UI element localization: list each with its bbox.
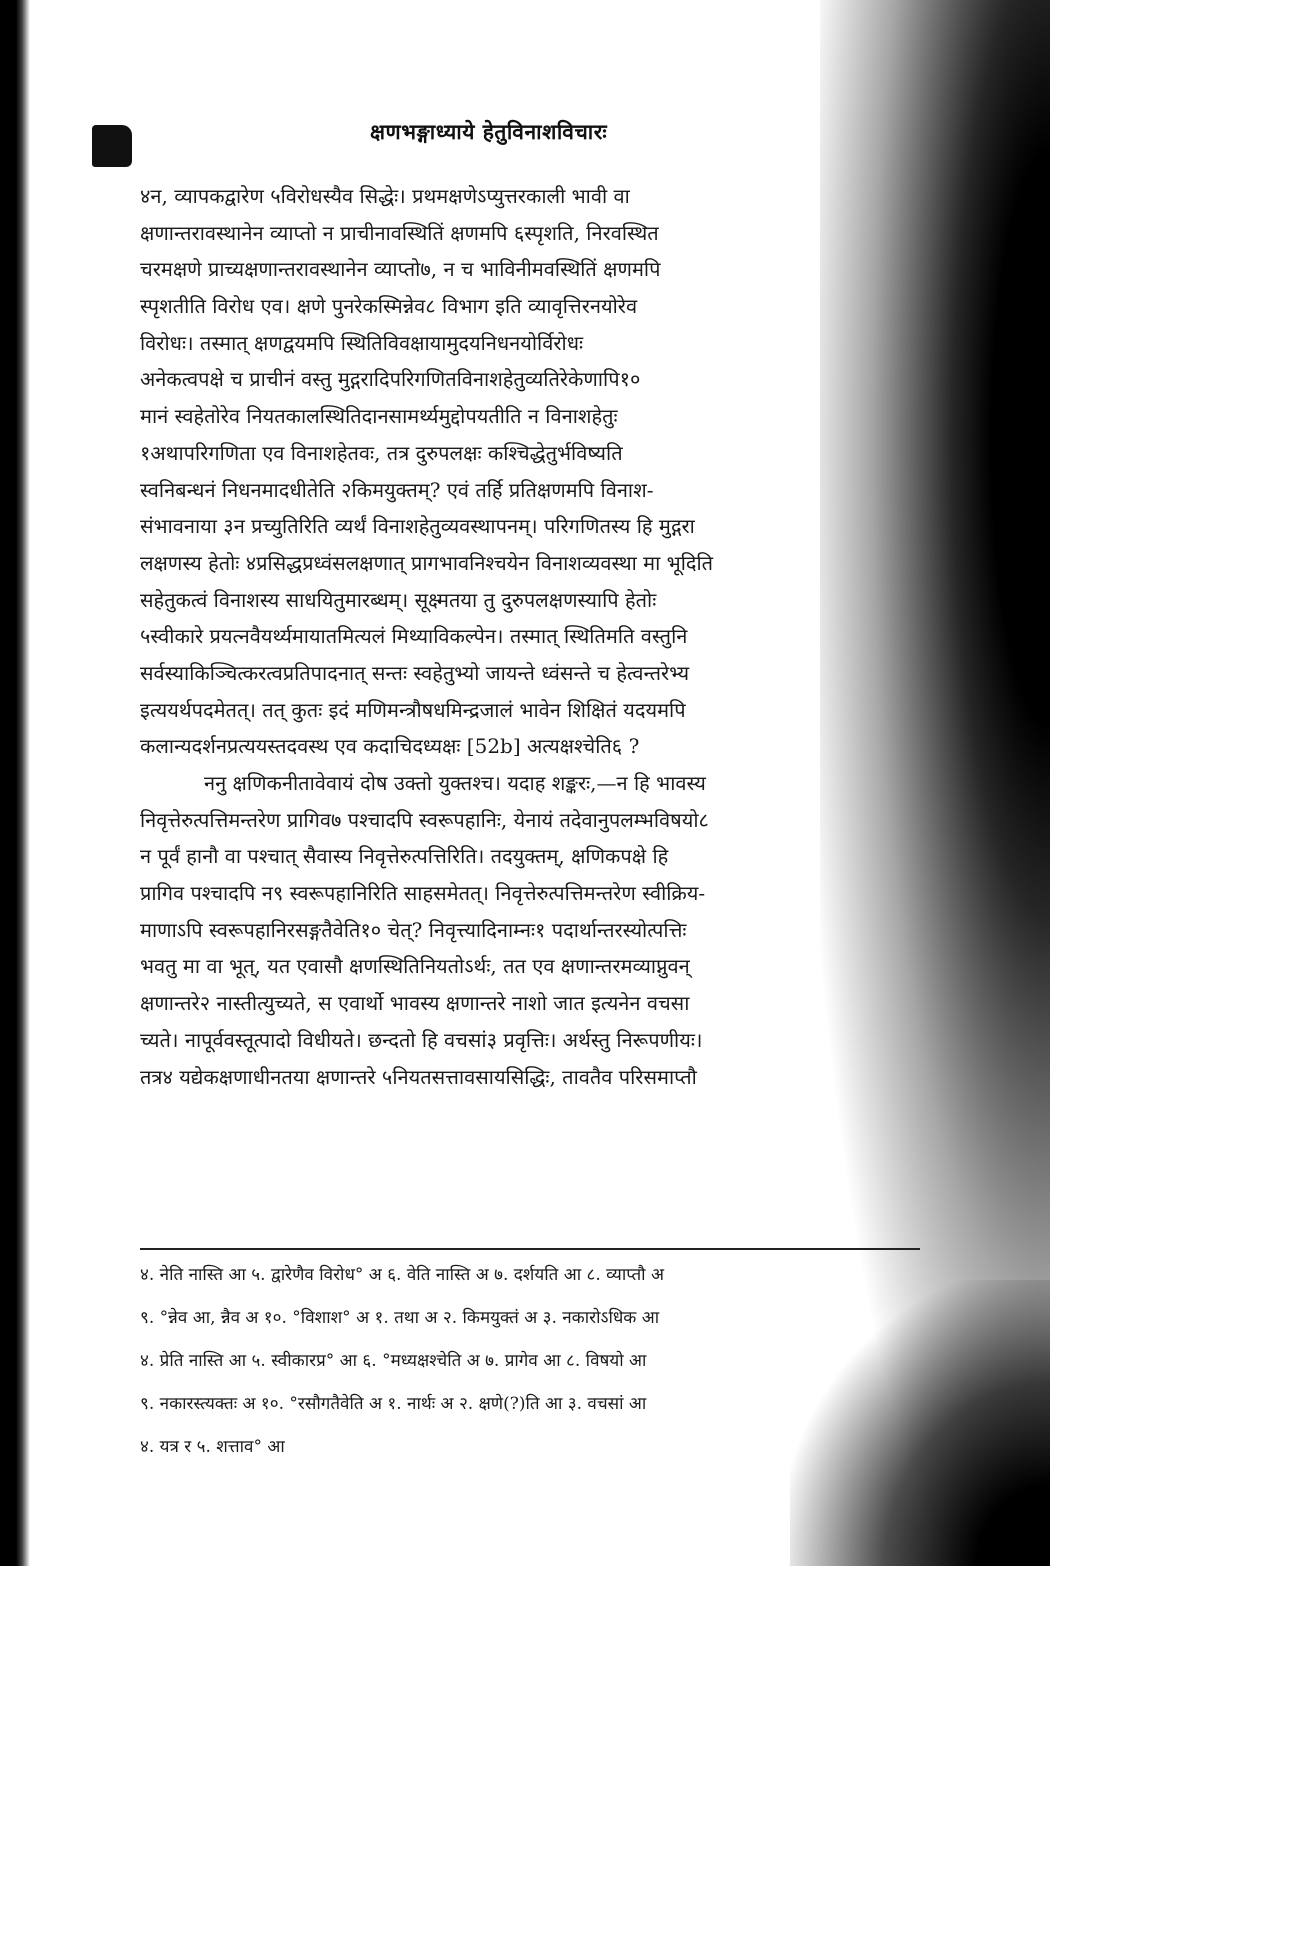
- text-line: अनेकत्वपक्षे च प्राचीनं वस्तु मुद्गरादिपरिगणितविनाशहेतुव्यतिरेकेणापि१०: [140, 367, 641, 392]
- text-line: मानं स्वहेतोरेव नियतकालस्थितिदानसामर्थ्यमुद्दोपयतीति न विनाशहेतुः: [140, 404, 618, 429]
- text-line: विरोधः। तस्मात् क्षणद्वयमपि स्थितिविवक्षायामुदयनिधनयोर्विरोधः: [140, 330, 584, 355]
- text-line: माणाऽपि स्वरूपहानिरसङ्गतैवेति१० चेत्? निवृत्त्यादिनाम्नः१ पदार्थान्तरस्योत्पत्तिः: [140, 917, 687, 942]
- footnotes: [140, 1248, 920, 1469]
- text-line: भवतु मा वा भूत्, यत एवासौ क्षणस्थितिनियतोऽर्थः, तत एव क्षणान्तरमव्याप्नुवन्: [140, 954, 690, 979]
- page-number-blot: [92, 125, 132, 167]
- text-line: ५स्वीकारे प्रयत्नवैयर्थ्यमायातमित्यलं मिथ्याविकल्पेन। तस्मात् स्थितिमति वस्तुनि: [140, 624, 688, 649]
- text-line: तत्र४ यद्येकक्षणाधीनतया क्षणान्तरे ५नियतसत्तावसायसिद्धिः, तावतैव परिसमाप्तौ: [140, 1064, 697, 1089]
- footnote-rule: [140, 1248, 920, 1250]
- footnote-line: ४. प्रेति नास्ति आ ५. स्वीकारप्र° आ ६. °मध्यक्षश्चेति अ ७. प्रागेव आ ८. विषयो आ: [140, 1351, 647, 1371]
- text-line: क्षणान्तरावस्थानेन व्याप्तो न प्राचीनावस्थितिं क्षणमपि ६स्पृशति, निरवस्थित: [140, 220, 659, 245]
- text-line: सहेतुकत्वं विनाशस्य साधयितुमारब्धम्। सूक्ष्मतया तु दुरुपलक्षणस्यापि हेतोः: [140, 587, 657, 612]
- text-line: सर्वस्याकिञ्चित्करत्वप्रतिपादनात् सन्तः स्वहेतुभ्यो जायन्ते ध्वंसन्ते च हेत्वन्तरेभ्य: [140, 660, 690, 685]
- text-line: इत्ययर्थपदमेतत्। तत् कुतः इदं मणिमन्त्रौषधमिन्द्रजालं भावेन शिक्षितं यदयमपि: [140, 697, 686, 722]
- paragraph-start-line: ननु क्षणिकनीतावेवायं दोष उक्तो युक्तश्च। यदाह शङ्करः,—न हि भावस्य: [204, 771, 706, 795]
- text-line: न पूर्वं हानौ वा पश्चात् सैवास्य निवृत्तेरुत्पत्तिरिति। तदयुक्तम्, क्षणिकपक्षे हि: [140, 844, 669, 869]
- footnote-line: ९. नकारस्त्यक्तः अ १०. °रसौगतैवेति अ १. नार्थः अ २. क्षणे(?)ति आ ३. वचसां आ: [140, 1394, 647, 1414]
- text-line: स्पृशतीति विरोध एव। क्षणे पुनरेकस्मिन्नेव८ विभाग इति व्यावृत्तिरनयोरेव: [140, 294, 638, 319]
- text-line: चरमक्षणे प्राच्यक्षणान्तरावस्थानेन व्याप्तो७, न च भाविनीमवस्थितिं क्षणमपि: [140, 257, 661, 282]
- text-line: प्रागिव पश्चादपि न९ स्वरूपहानिरिति साहसमेतत्। निवृत्तेरुत्पत्तिमन्तरेण स्वीक्रिय-: [140, 881, 706, 906]
- footnote-line: ९. °न्नेव आ, न्नैव अ १०. °विशाश° अ १. तथा अ २. किमयुक्तं अ ३. नकारोऽधिक आ: [140, 1308, 660, 1328]
- text-line: लक्षणस्य हेतोः ४प्रसिद्धप्रध्वंसलक्षणात् प्रागभावनिश्चयेन विनाशव्यवस्था मा भूदिति: [140, 550, 714, 575]
- text-line: संभावनाया ३न प्रच्युतिरिति व्यर्थं विनाशहेतुव्यवस्थापनम्। परिगणितस्य हि मुद्गरा: [140, 514, 695, 539]
- footnote-line: ४. नेति नास्ति आ ५. द्वारेणैव विरोध° अ ६. वेति नास्ति अ ७. दर्शयति आ ८. व्याप्तौ अ: [140, 1265, 664, 1285]
- binding-edge: [0, 0, 30, 1566]
- text-line: निवृत्तेरुत्पत्तिमन्तरेण प्रागिव७ पश्चादपि स्वरूपहानिः, येनायं तदेवानुपलम्भविषयो८: [140, 807, 709, 832]
- main-text: [140, 178, 910, 1095]
- text-line: ४न, व्यापकद्वारेण ५विरोधस्यैव सिद्धेः। प्रथमक्षणेऽप्युत्तरकाली भावी वा: [140, 184, 630, 208]
- text-line: च्यते। नापूर्ववस्तूत्पादो विधीयते। छन्दतो हि वचसां३ प्रवृत्तिः। अर्थस्तु निरूपणीयः।: [140, 1027, 703, 1052]
- text-line: कलान्यदर्शनप्रत्ययस्तदवस्थ एव कदाचिदध्यक्षः [52b] अत्यक्षश्चेति६ ?: [140, 734, 640, 759]
- running-head: क्षणभङ्गाध्याये हेतुविनाशविचारः: [370, 119, 608, 144]
- footnote-line: ४. यत्र र ५. शत्ताव° आ: [140, 1437, 285, 1457]
- text-line: स्वनिबन्धनं निधनमादधीतेति २किमयुक्तम्? एवं तर्हि प्रतिक्षणमपि विनाश-: [140, 477, 654, 502]
- text-line: क्षणान्तरे२ नास्तीत्युच्यते, स एवार्थो भावस्य क्षणान्तरे नाशो जात इत्यनेन वचसा: [140, 991, 690, 1016]
- text-line: १अथापरिगणिता एव विनाशहेतवः, तत्र दुरुपलक्षः कश्चिद्धेतुर्भविष्यति: [140, 440, 623, 465]
